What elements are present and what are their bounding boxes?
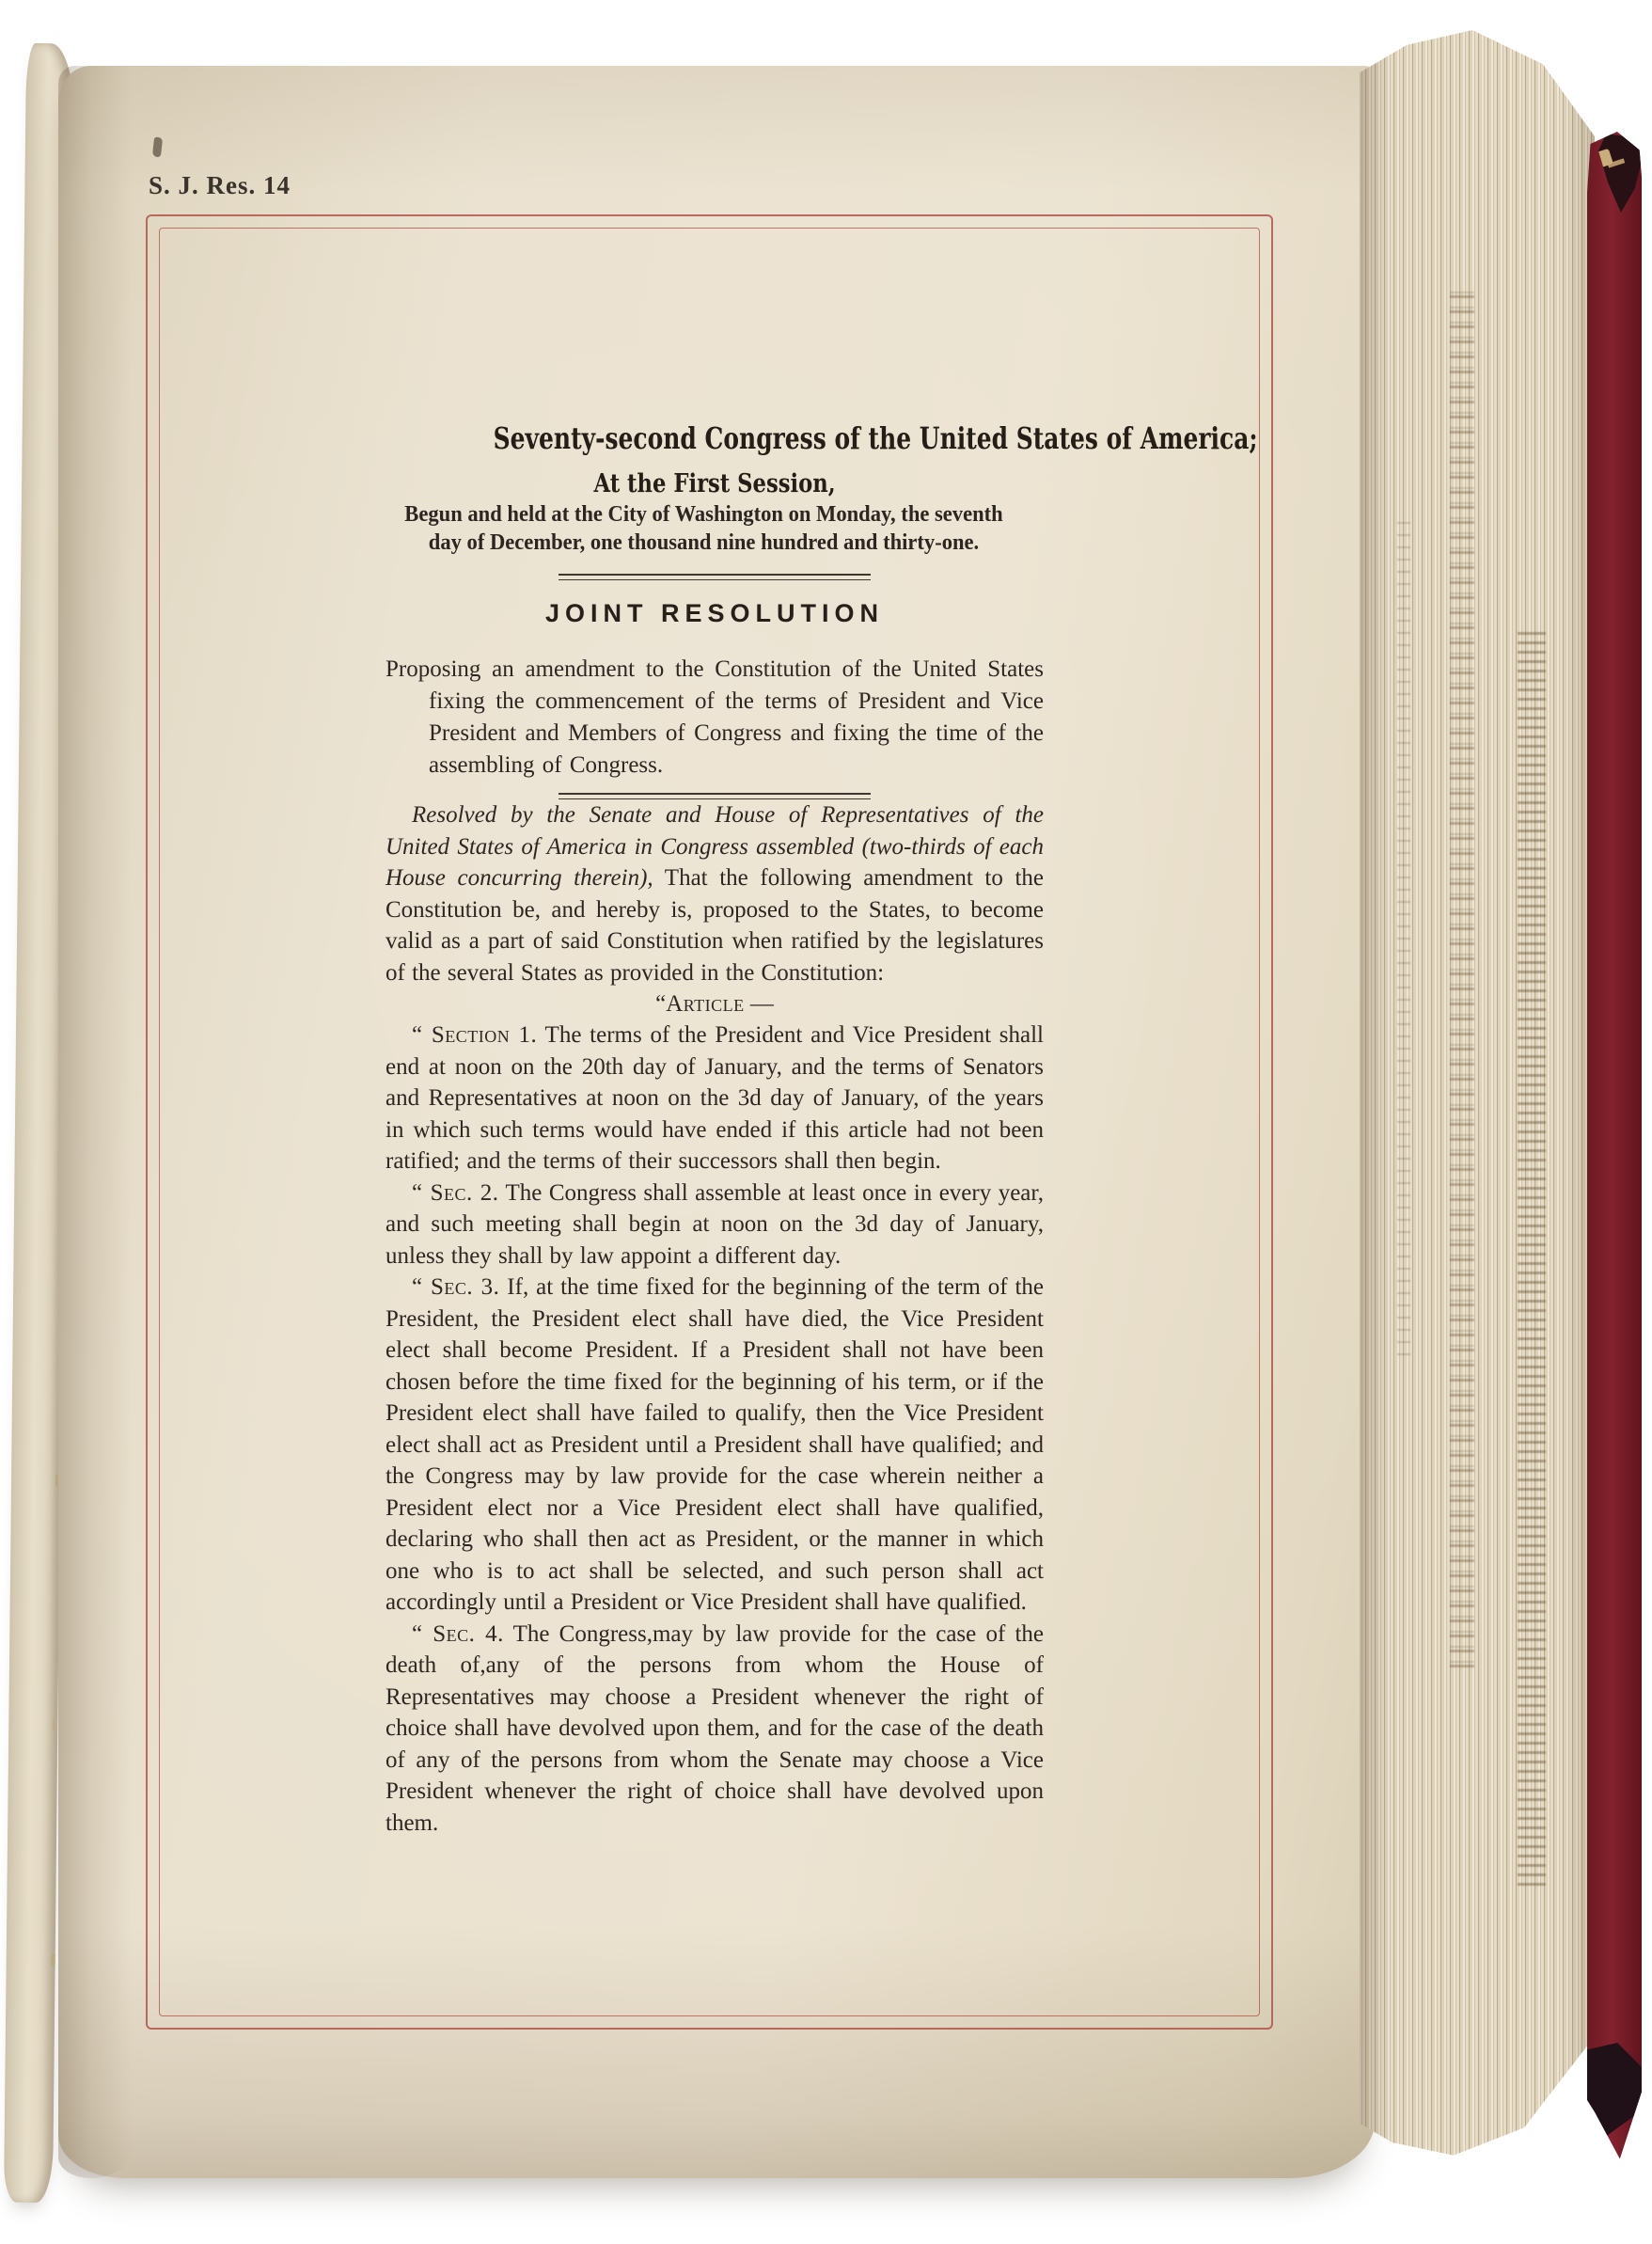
section-1-paragraph	[385, 1019, 1044, 1177]
resolved-italic-text: Resolved by the Senate and House of Representatives of the United States of America in Congress assembled (two-thirds of each House concurring therein),	[385, 802, 1044, 891]
edge-ghost-print	[1518, 632, 1546, 1892]
section-2-lead: “ Sec. 2.	[412, 1179, 499, 1206]
joint-resolution-heading: JOINT RESOLUTION	[544, 599, 884, 627]
session-heading: At the First Session,	[593, 469, 836, 498]
divider-rule-top	[559, 574, 871, 580]
resolved-roman-text: That the following amendment to the Constitution be, and hereby is, proposed to the States, to become valid as a part of said Constitution when ratified by the legislatures of the several States as provided in the Constitution:	[385, 865, 1045, 986]
article-dash: —	[744, 991, 774, 1017]
proposing-clause: Proposing an amendment to the Constitution of the United States fixing the commencement of the terms of President and Vice President and Members of Congress and fixing the time of the assembling of Congress.	[385, 656, 1044, 778]
article-open-quote: “	[655, 991, 667, 1017]
page-stack-fore-edge	[1360, 30, 1595, 2157]
resolving-clause	[385, 799, 1044, 988]
section-3-text: If, at the time fixed for the beginning of the term of the President, the President elect shall have died, the Vice President elect shall become President. If a President shall not have been chosen before the time fixed for the beginning of his term, or if the President elect shall have failed to qualify, then the Vice President elect shall act as President until a President shall have qualified; and the Congress may by law provide for the case wherein neither a President elect nor a Vice President elect shall have qualified, declaring who shall then act as President, or the manner in which one who is to act shall be selected, and such person shall act accordingly until a President or Vice President shall have qualified.	[385, 1274, 1044, 1615]
section-3-paragraph	[385, 1272, 1044, 1619]
edge-ghost-print	[1450, 284, 1474, 1676]
edge-ghost-print	[1397, 519, 1410, 1366]
article-word: Article	[666, 991, 745, 1017]
convening-line-1: Begun and held at the City of Washington on Monday, the seventh	[404, 502, 1003, 527]
section-1-lead: “ Section 1.	[412, 1022, 538, 1048]
section-2-paragraph	[385, 1177, 1044, 1272]
worn-corner-top	[1598, 134, 1642, 213]
document-content	[385, 419, 1258, 1839]
section-2-text: The Congress shall assemble at least once in every year, and such meeting shall begin at noon on the 3d day of January, unless they shall by law appoint a different day.	[385, 1179, 1044, 1269]
doc-number: S. J. Res. 14	[149, 171, 291, 199]
section-3-lead: “ Sec. 3.	[412, 1274, 500, 1300]
book-cover-spine	[1587, 132, 1642, 2165]
section-4-lead: “ Sec. 4.	[412, 1620, 504, 1647]
ink-smudge	[152, 137, 163, 158]
section-4-text: The Congress,may by law provide for the case of the death of,any of the persons from whom the House of Representatives may choose a President whenever the right of choice shall have devolved upon them, and for the case of the death of any of the persons from whom the Senate may choose a Vice President whenever the right of choice shall have devolved upon them.	[385, 1620, 1044, 1836]
section-1-text: The terms of the President and Vice President shall end at noon on the 20th day of January, and the terms of Senators and Representatives at noon on the 3d day of January, of the years in which such terms would have ended if this article had not been ratified; and the terms of their successors shall then begin.	[385, 1022, 1044, 1174]
divider-rule-bottom	[559, 793, 871, 799]
document-page	[58, 66, 1375, 2178]
convening-statement	[404, 500, 1002, 557]
article-heading	[385, 988, 1044, 1019]
congress-heading: Seventy-second Congress of the United States of America;	[493, 420, 1258, 456]
section-4-paragraph	[385, 1619, 1044, 1840]
convening-line-2: day of December, one thousand nine hundred and thirty-one.	[428, 530, 980, 555]
